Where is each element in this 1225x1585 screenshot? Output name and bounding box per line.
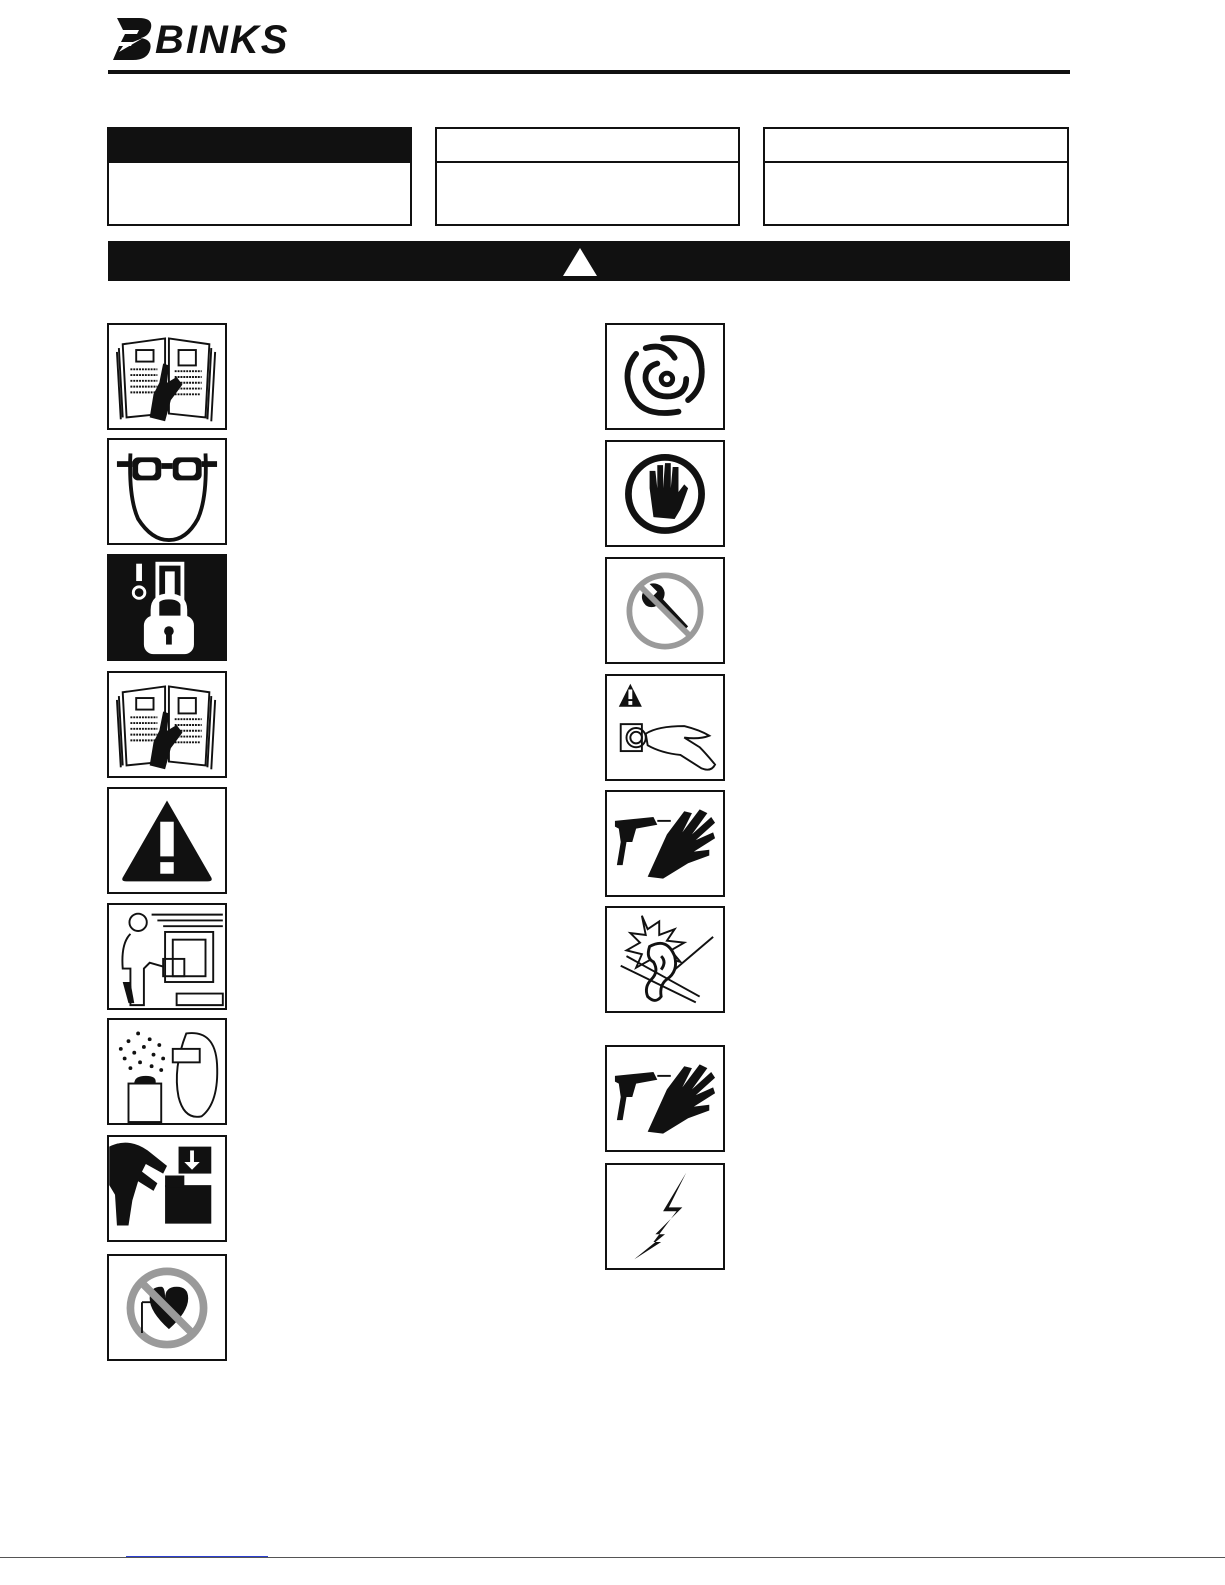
high-pressure-injection-icon [605, 1045, 725, 1152]
electric-shock-icon [605, 1163, 725, 1270]
pacemaker-warning-icon [107, 1254, 227, 1361]
pinch-point-hazard-icon [107, 1135, 227, 1242]
footer-link-underline[interactable] [126, 1556, 268, 1557]
brand-name: BINKS [155, 18, 290, 62]
caution-header [765, 129, 1067, 163]
danger-signal-box [107, 127, 412, 226]
no-modifications-icon [605, 557, 725, 664]
attention-banner [108, 241, 1070, 281]
lockout-tagout-icon [107, 554, 227, 661]
read-manual-icon [107, 323, 227, 430]
warning-signal-box [435, 127, 740, 226]
stop-hand-icon [605, 440, 725, 547]
brand-logo [113, 16, 313, 64]
read-manual-icon [107, 671, 227, 778]
eye-protection-icon [107, 438, 227, 545]
warning-header [437, 129, 738, 163]
operator-training-icon [107, 903, 227, 1010]
fire-explosion-hazard-icon [107, 1018, 227, 1125]
footer-divider [0, 1557, 1225, 1558]
warning-triangle-icon [562, 247, 598, 277]
emergency-stop-icon [605, 674, 725, 781]
injection-hazard-icon [605, 790, 725, 897]
header-rule [108, 70, 1070, 74]
noise-hazard-icon [605, 906, 725, 1013]
danger-header [109, 129, 410, 163]
general-warning-icon [107, 787, 227, 894]
caution-signal-box [763, 127, 1069, 226]
static-charge-icon [605, 323, 725, 430]
binks-b-logo-icon [113, 16, 157, 62]
